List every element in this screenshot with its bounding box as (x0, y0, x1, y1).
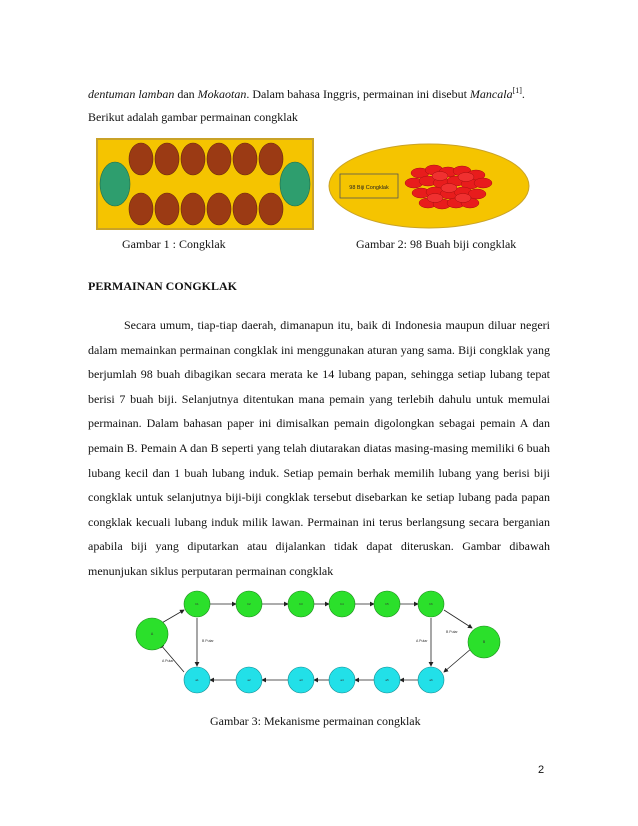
hole (129, 193, 153, 225)
edge-label-left: A Putar (162, 659, 174, 663)
intro-italic-5: Mancala (469, 87, 513, 101)
node-label: b6 (429, 602, 433, 606)
node-label: a3 (299, 678, 303, 682)
intro-line-2: Berikut adalah gambar permainan congklak (88, 110, 298, 124)
figure-seeds (328, 143, 530, 229)
citation-sup: [1] (512, 86, 522, 95)
edge-label-right: B Putar (446, 630, 458, 634)
intro-italic-3: Mokaotan (197, 87, 247, 101)
node-label: a1 (195, 678, 199, 682)
node-label: b4 (340, 602, 344, 606)
body-paragraph: Secara umum, tiap-tiap daerah, dimanapun itu, baik di Indonesia maupun diluar negeri dalam memainkan permainan congklak ini menggunakan aturan yang sama. Biji congklak yang berjumlah 98 buah dibagikan secara merata ke 14 lubang papan, sehingga setiap lubang tepat berisi 7 buah biji. Selanjutnya ditentukan mana pemain yang terlebih dahulu untuk memulai permainan. Dalam bahasan paper ini dimisalkan pemain digolongkan sebagai pemain A dan pemain B. Pemain A dan B seperti yang telah diutarakan diatas masing-masing memiliki 6 buah lubang kecil dan 1 buah lubang induk. Setiap pemain berhak memilih lubang yang berisi biji congklak untuk selanjutnya biji-biji congklak tersebut disebarkan ke setiap lubang pada papan congklak kecuali lubang induk milik lawan. Permainan ini terus berlangsung secara berganian apabila biji yang diputarkan atau dijalankan tidak dapat diteruskan. Gambar dibawah menunjukan siklus perputaran permainan congklak (88, 318, 550, 578)
hole (259, 193, 283, 225)
node-label: a6 (429, 678, 433, 682)
intro-text-6: . (521, 87, 525, 101)
intro-line (88, 86, 525, 102)
figure-mechanism-diagram (132, 584, 508, 704)
hole (181, 143, 205, 175)
intro-italic-1: dentuman lamban (88, 87, 175, 101)
caption-figure-1: Gambar 1 : Congklak (122, 237, 226, 251)
node-label: a2 (247, 678, 251, 682)
hole (207, 193, 231, 225)
section-heading: PERMAINAN CONGKLAK (88, 279, 237, 293)
node-label: b2 (247, 602, 251, 606)
edge-label-mid-right: A Putar (416, 639, 428, 643)
page-number: 2 (538, 764, 545, 776)
caption-figure-3: Gambar 3: Mekanisme permainan congklak (210, 714, 421, 728)
store-b-label: B (482, 640, 486, 644)
hole (233, 143, 257, 175)
node-label: b5 (385, 602, 389, 606)
caption-figure-2: Gambar 2: 98 Buah biji congklak (356, 237, 517, 251)
figure-congklak-board (96, 138, 314, 230)
hole (181, 193, 205, 225)
hole (233, 193, 257, 225)
node-label: b3 (299, 602, 303, 606)
hole (129, 143, 153, 175)
hole (155, 143, 179, 175)
seed-label: 98 Biji Congklak (349, 185, 389, 191)
store-right (280, 162, 310, 206)
hole (207, 143, 231, 175)
node-label: a5 (385, 678, 389, 682)
intro-text-4: . Dalam bahasa Inggris, permainan ini disebut (246, 87, 470, 101)
store-left (100, 162, 130, 206)
node-label: a4 (340, 678, 344, 682)
store-a-label: A (150, 632, 154, 636)
edge-label-mid-left: B Putar (202, 639, 214, 643)
node-label: b1 (195, 602, 199, 606)
intro-text-2: dan (174, 87, 198, 101)
hole (259, 143, 283, 175)
hole (155, 193, 179, 225)
